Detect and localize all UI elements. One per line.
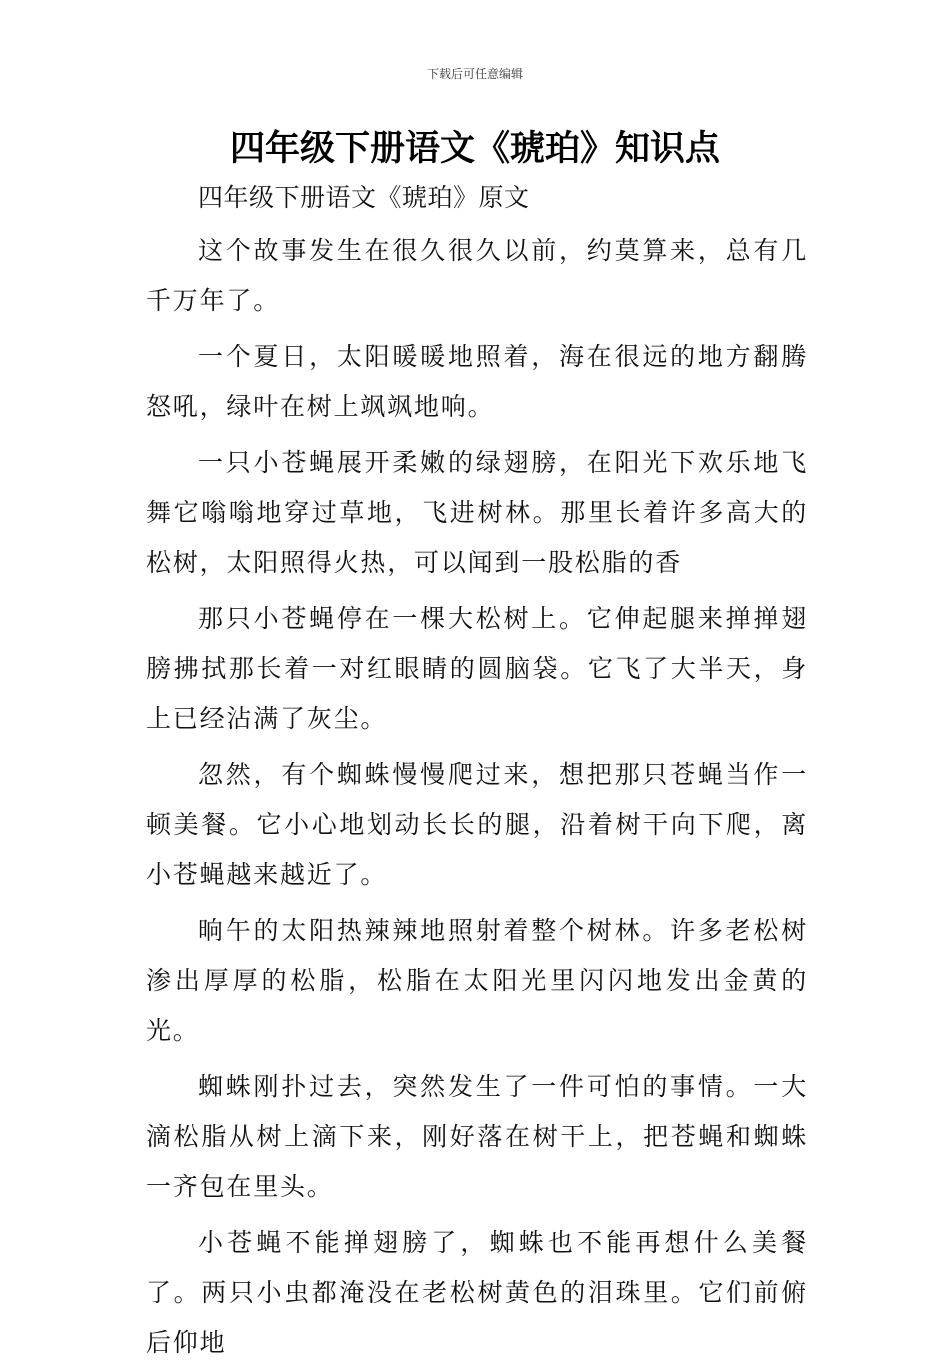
paragraph-7: 蜘蛛刚扑过去，突然发生了一件可怕的事情。一大滴松脂从树上滴下来，刚好落在树干上，把苍蝇和蜘蛛一齐包在里头。	[146, 1072, 808, 1201]
paragraph-8: 小苍蝇不能掸翅膀了，蜘蛛也不能再想什么美餐了。两只小虫都淹没在老松树黄色的泪珠里。它们前俯后仰地	[146, 1228, 808, 1357]
paragraph-2: 一个夏日，太阳暖暖地照着，海在很远的地方翻腾怒吼，绿叶在树上飒飒地响。	[146, 342, 808, 421]
page-header-note: 下载后可任意编辑	[426, 67, 523, 81]
paragraph-4: 那只小苍蝇停在一棵大松树上。它伸起腿来掸掸翅膀拂拭那长着一对红眼睛的圆脑袋。它飞了大半天，身上已经沾满了灰尘。	[146, 604, 808, 733]
paragraph-1: 这个故事发生在很久很久以前，约莫算来，总有几千万年了。	[146, 236, 808, 315]
document-title: 四年级下册语文《琥珀》知识点	[229, 128, 720, 169]
paragraph-5: 忽然，有个蜘蛛慢慢爬过来，想把那只苍蝇当作一顿美餐。它小心地划动长长的腿，沿着树干向下爬，离小苍蝇越来越近了。	[146, 760, 808, 889]
paragraph-6: 晌午的太阳热辣辣地照射着整个树林。许多老松树渗出厚厚的松脂，松脂在太阳光里闪闪地发出金黄的光。	[146, 916, 808, 1045]
paragraph-3: 一只小苍蝇展开柔嫩的绿翅膀，在阳光下欢乐地飞舞它嗡嗡地穿过草地，飞进树林。那里长着许多高大的松树，太阳照得火热，可以闻到一股松脂的香	[146, 448, 808, 577]
document-subtitle: 四年级下册语文《琥珀》原文	[198, 183, 530, 212]
document-body	[146, 176, 808, 1368]
